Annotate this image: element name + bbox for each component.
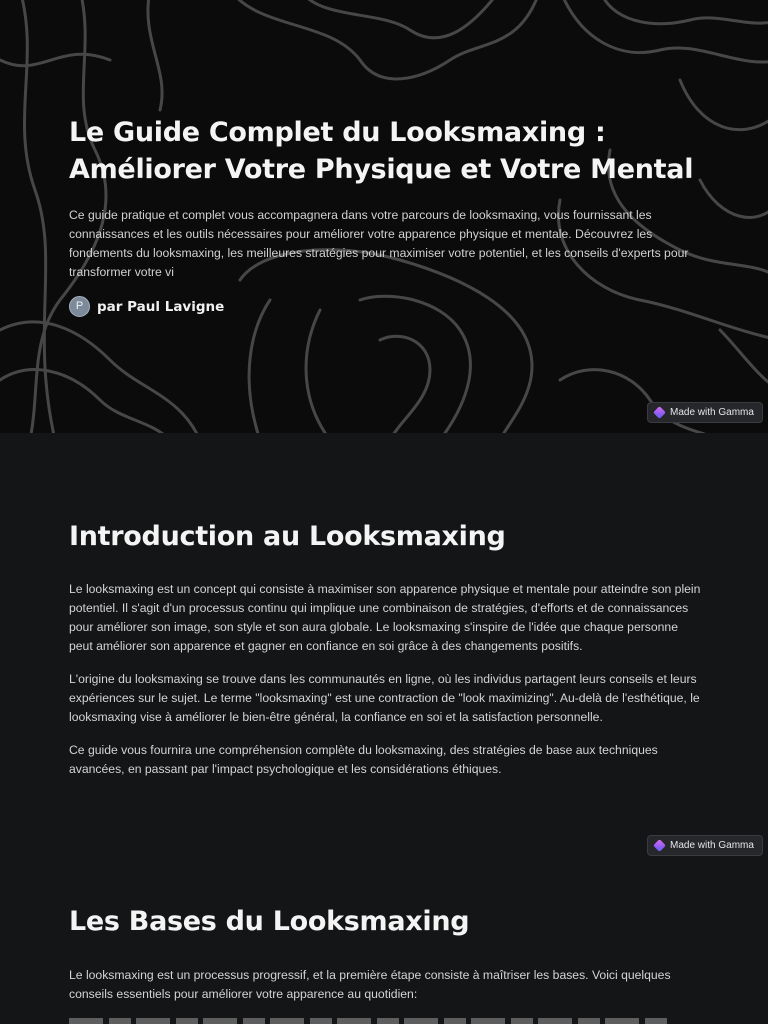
document-description: Ce guide pratique et complet vous accompagnera dans votre parcours de looksmaxing, vous fournissant les connaissances et les outils nécessaires pour améliorer votre apparence physique et mentale. Découvrez les fondements du looksmaxing, les meilleures stratégies pour maximiser votre potentiel, et les conseils d'experts pour transformer votre vi: [69, 208, 689, 279]
bases-heading: Les Bases du Looksmaxing: [69, 906, 470, 937]
hero-card: [0, 0, 768, 433]
introduction-paragraph-2: L'origine du looksmaxing se trouve dans les communautés en ligne, où les individus partagent leurs conseils et leurs expériences sur le sujet. Le terme "looksmaxing" est une contraction de "look maximizing". Au-delà de l'esthétique, le looksmaxing vise à améliorer le bien-être général, la confiance en soi et la satisfaction personnelle.: [69, 672, 700, 724]
gamma-logo-icon: [653, 839, 666, 852]
made-with-gamma-badge[interactable]: [647, 402, 763, 423]
document-title: Le Guide Complet du Looksmaxing : Améliorer Votre Physique et Votre Mental: [69, 117, 694, 185]
bases-paragraph-1: Le looksmaxing est un processus progressif, et la première étape consiste à maîtriser les bases. Voici quelques conseils essentiels pour améliorer votre apparence au quotidien:: [69, 968, 671, 1001]
introduction-paragraph-3: Ce guide vous fournira une compréhension complète du looksmaxing, des stratégies de base aux techniques avancées, en passant par l'impact psychologique et les considérations éthiques.: [69, 743, 658, 776]
truncated-list-item: [69, 1016, 709, 1024]
author-byline[interactable]: [69, 296, 224, 317]
introduction-paragraph-1: Le looksmaxing est un concept qui consiste à maximiser son apparence physique et mentale pour atteindre son plein potentiel. Il s'agit d'un processus continu qui implique une combinaison de stratégies, d'efforts et de connaissances pour améliorer son image, son style et son aura globale. Le looksmaxing s'inspire de l'idée que chaque personne peut améliorer son apparence et gagner en confiance en soi grâce à des changements positifs.: [69, 582, 701, 653]
author-name[interactable]: par Paul Lavigne: [97, 298, 225, 315]
made-with-gamma-label: Made with Gamma: [670, 407, 754, 418]
author-avatar[interactable]: P: [69, 296, 90, 317]
gamma-logo-icon: [653, 406, 666, 419]
made-with-gamma-label: Made with Gamma: [670, 840, 754, 851]
made-with-gamma-badge-2[interactable]: [647, 835, 763, 856]
introduction-heading: Introduction au Looksmaxing: [69, 521, 506, 552]
